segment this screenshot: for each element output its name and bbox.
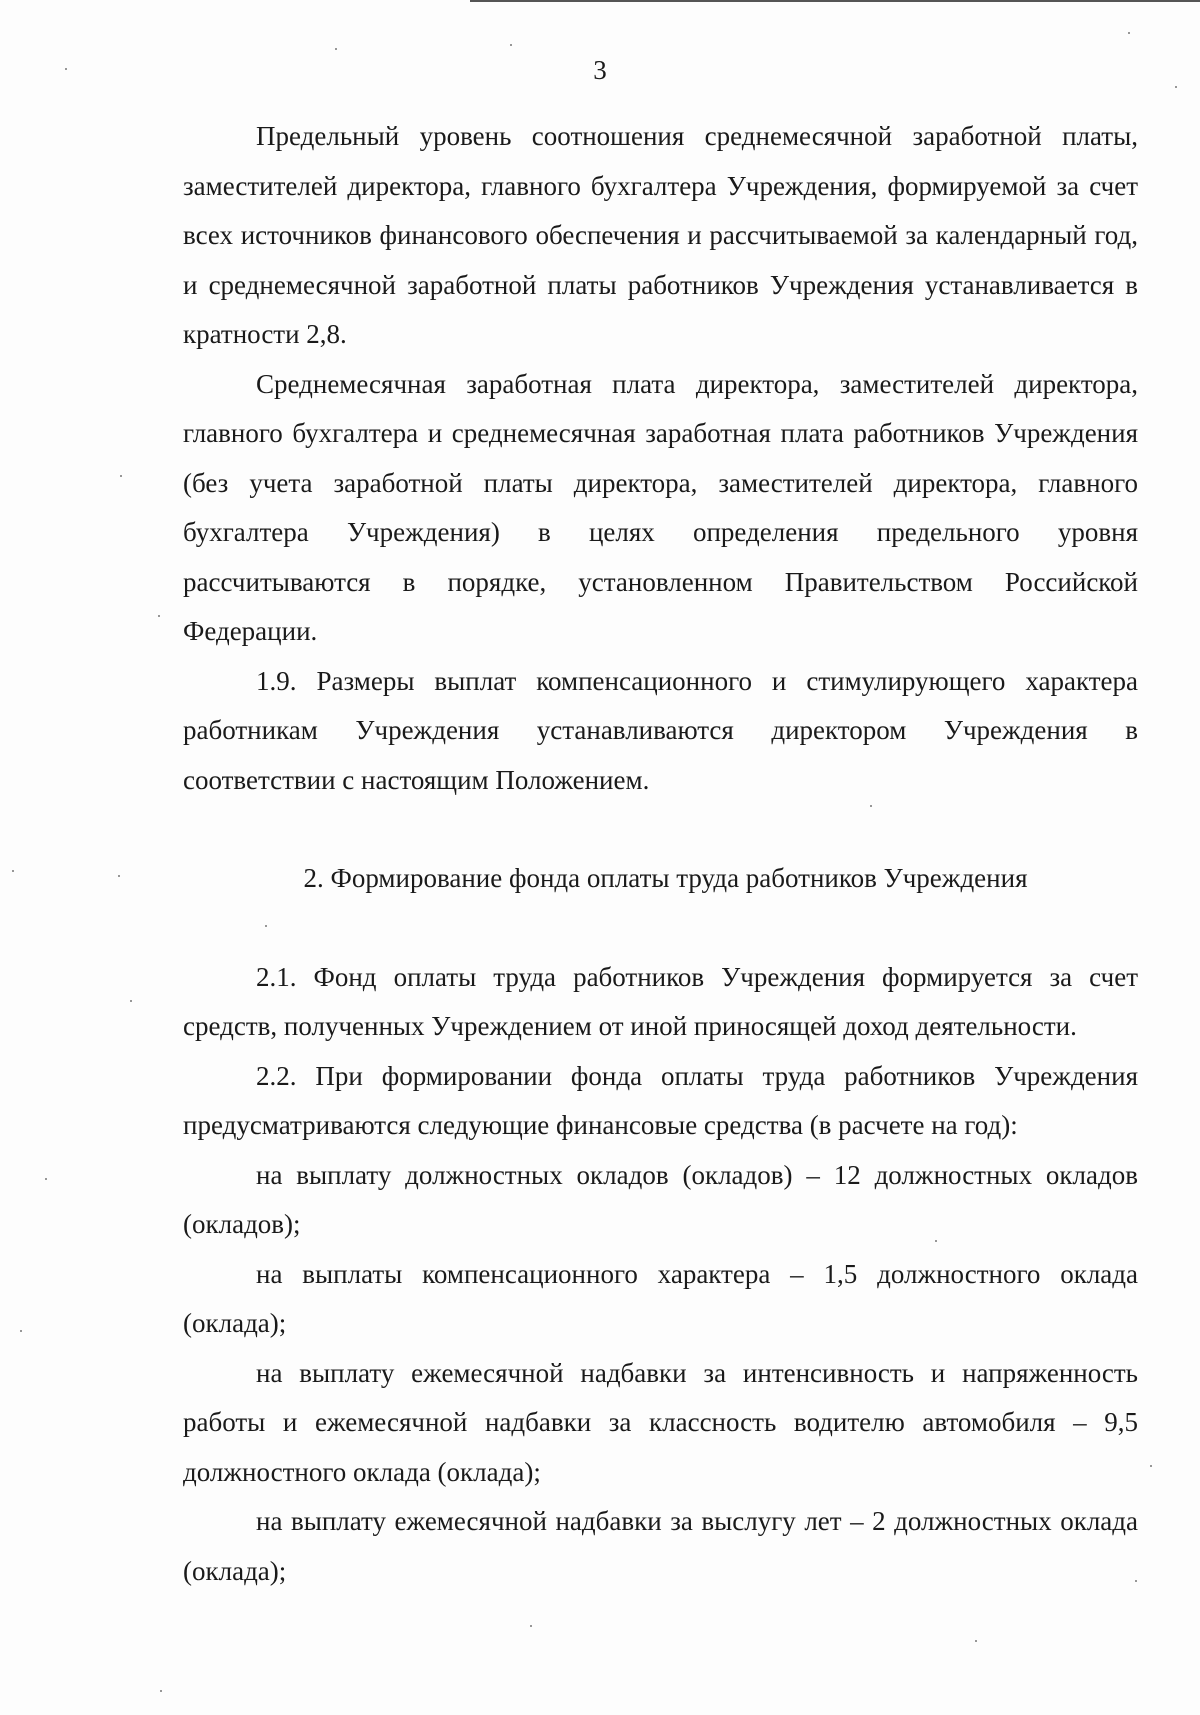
list-item-intensity-bonus: на выплату ежемесячной надбавки за интенсивность и напряженность работы и ежемесячной надбавки за классность водителю автомобиля – 9,5 должностного оклада (оклада); xyxy=(183,1357,1138,1487)
document-body xyxy=(183,112,1138,1596)
scan-speck xyxy=(265,925,267,927)
scan-speck xyxy=(870,805,872,807)
scan-speck xyxy=(975,1640,977,1642)
scan-speck xyxy=(118,875,120,877)
section-heading: 2. Формирование фонда оплаты труда работников Учреждения xyxy=(303,863,1028,893)
scan-speck xyxy=(335,48,337,50)
scan-speck xyxy=(1135,1580,1137,1582)
scan-speck xyxy=(130,1000,132,1002)
list-item-seniority-bonus: на выплату ежемесячной надбавки за выслугу лет – 2 должностных оклада (оклада); xyxy=(183,1506,1138,1586)
scan-speck xyxy=(158,615,160,617)
paragraph-2-1: 2.1. Фонд оплаты труда работников Учреждения формируется за счет средств, полученных Учреждением от иной приносящей доход деятельности. xyxy=(183,961,1138,1041)
scan-speck xyxy=(1175,86,1177,88)
scan-speck xyxy=(935,1240,937,1242)
paragraph-average-salary: Среднемесячная заработная плата директора, заместителей директора, главного бухгалтера и среднемесячная заработная плата работников Учреждения (без учета заработной платы директора, заместителей директора, главного бухгалтера Учреждения) в целях определения предельного уровня рассчитываются в порядке, установленном Правительством Российской Федерации. xyxy=(183,368,1138,646)
paragraph-2-2: 2.2. При формировании фонда оплаты труда работников Учреждения предусматриваются следующие финансовые средства (в расчете на год): xyxy=(183,1060,1138,1140)
scan-speck xyxy=(530,1625,532,1627)
list-item-salaries: на выплату должностных окладов (окладов) – 12 должностных окладов (окладов); xyxy=(183,1159,1138,1239)
scan-speck xyxy=(1128,32,1130,34)
top-rule xyxy=(470,0,1200,2)
scan-speck xyxy=(1150,1465,1152,1467)
scan-speck xyxy=(45,1178,47,1180)
page-number: 3 xyxy=(593,55,607,85)
scan-speck xyxy=(120,475,122,477)
scan-speck xyxy=(20,1330,22,1332)
list-item-compensation: на выплаты компенсационного характера – 1,5 должностного оклада (оклада); xyxy=(183,1258,1138,1338)
paragraph-1-9: 1.9. Размеры выплат компенсационного и стимулирующего характера работникам Учреждения устанавливаются директором Учреждения в соответствии с настоящим Положением. xyxy=(183,665,1138,795)
paragraph-ratio-limit: Предельный уровень соотношения среднемесячной заработной платы, заместителей директора, главного бухгалтера Учреждения, формируемой за счет всех источников финансового обеспечения и рассчитываемой за календарный год, и среднемесячной заработной платы работников Учреждения устанавливается в кратности 2,8. xyxy=(183,121,1138,349)
scan-speck xyxy=(65,68,67,70)
scan-speck xyxy=(510,44,512,46)
scan-speck xyxy=(160,1690,162,1692)
scan-speck xyxy=(12,870,14,872)
